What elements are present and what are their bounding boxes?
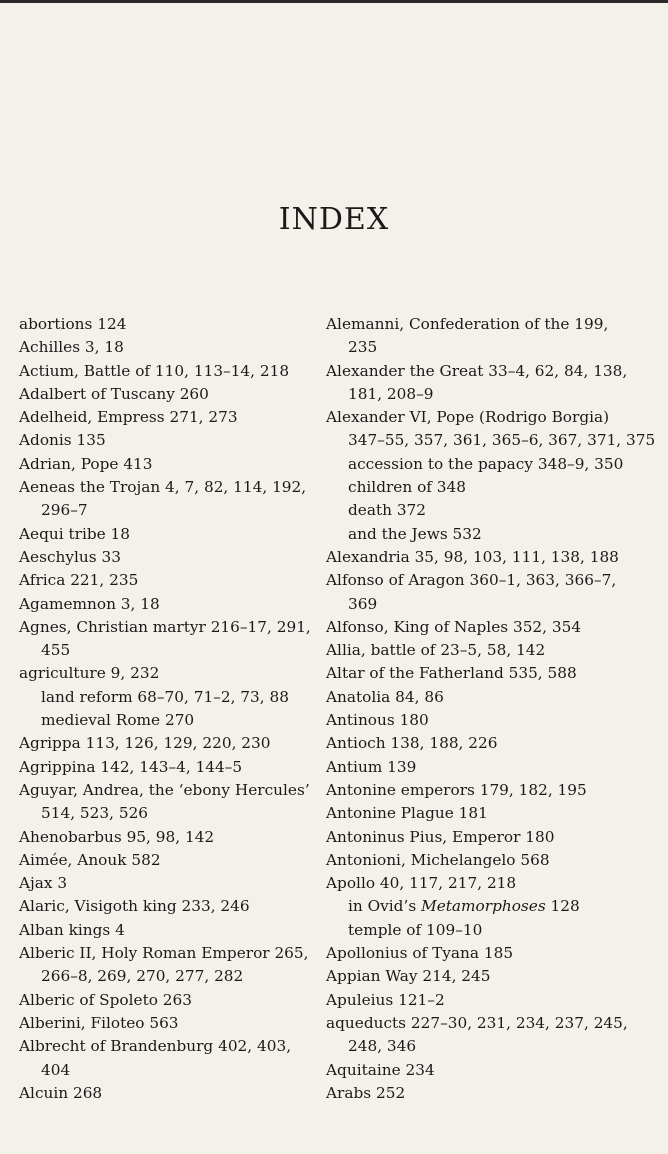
index-entry-text: Agrippa 113, 126, 129, 220, 230 bbox=[19, 734, 271, 753]
index-entry-continuation: 296–7 bbox=[41, 501, 88, 520]
index-entry bbox=[19, 593, 319, 616]
index-entry-continuation: 514, 523, 526 bbox=[41, 804, 149, 823]
index-entry bbox=[19, 849, 319, 872]
index-entry bbox=[326, 1012, 626, 1059]
index-subentry bbox=[326, 453, 626, 476]
index-entry-text: Alcuin 268 bbox=[19, 1083, 103, 1102]
index-entry-text: Apollo 40, 117, 217, 218 bbox=[326, 874, 517, 893]
index-entry bbox=[326, 802, 626, 825]
index-entry-text: Allia, battle of 23–5, 58, 142 bbox=[326, 641, 546, 660]
index-entry-text: accession to the papacy 348–9, 350 bbox=[348, 454, 624, 473]
index-column-right bbox=[326, 313, 656, 1105]
index-entry bbox=[19, 569, 319, 592]
index-subentry bbox=[326, 476, 626, 499]
index-entry bbox=[326, 965, 626, 988]
index-entry bbox=[326, 826, 626, 849]
index-entry bbox=[19, 826, 319, 849]
index-entry bbox=[19, 429, 319, 452]
index-entry-text: Alberic of Spoleto 263 bbox=[19, 990, 192, 1009]
index-entry-text: Antium 139 bbox=[326, 757, 417, 776]
index-entry bbox=[326, 756, 626, 779]
index-entry-text: Appian Way 214, 245 bbox=[326, 967, 491, 986]
index-entry-continuation: 235 bbox=[348, 338, 378, 357]
index-entry-continuation: 347–55, 357, 361, 365–6, 367, 371, 375 bbox=[348, 431, 656, 450]
index-entry-text: aqueducts 227–30, 231, 234, 237, 245, bbox=[326, 1013, 628, 1032]
index-entry-text: in Ovid’s Metamorphoses 128 bbox=[348, 897, 580, 916]
index-entry bbox=[19, 989, 319, 1012]
index-subentry bbox=[326, 499, 626, 522]
index-entry-text: Alemanni, Confederation of the 199, bbox=[326, 315, 609, 333]
index-entry bbox=[19, 336, 319, 359]
index-entry-continuation: 181, 208–9 bbox=[348, 384, 434, 403]
index-entry bbox=[19, 406, 319, 429]
index-entry-text: land reform 68–70, 71–2, 73, 88 bbox=[41, 687, 289, 706]
index-entry bbox=[19, 360, 319, 383]
index-entry bbox=[19, 942, 319, 989]
index-entry-text: Apuleius 121–2 bbox=[326, 990, 445, 1009]
index-entry-text: Arabs 252 bbox=[326, 1083, 406, 1102]
index-entry-text: Aimée, Anouk 582 bbox=[19, 850, 161, 869]
index-subentry bbox=[19, 686, 319, 709]
index-entry bbox=[326, 546, 626, 569]
index-subentry bbox=[326, 919, 626, 942]
index-entry-continuation: 455 bbox=[41, 641, 71, 660]
index-entry bbox=[326, 709, 626, 732]
index-entry bbox=[19, 523, 319, 546]
index-entry-text: Aquitaine 234 bbox=[326, 1060, 435, 1079]
index-entry bbox=[326, 686, 626, 709]
index-entry bbox=[19, 546, 319, 569]
index-subentry bbox=[326, 523, 626, 546]
index-entry bbox=[326, 662, 626, 685]
index-entry-text: agriculture 9, 232 bbox=[19, 664, 160, 683]
index-entry bbox=[19, 616, 319, 663]
index-entry bbox=[326, 872, 626, 895]
index-entry bbox=[326, 569, 626, 616]
index-entry bbox=[326, 360, 626, 407]
index-entry-text: Antonioni, Michelangelo 568 bbox=[326, 850, 550, 869]
index-entry bbox=[326, 849, 626, 872]
index-entry-text: Aequi tribe 18 bbox=[19, 524, 131, 543]
index-entry bbox=[19, 732, 319, 755]
index-entry bbox=[326, 1082, 626, 1105]
index-entry-text: Agnes, Christian martyr 216–17, 291, bbox=[19, 617, 311, 636]
index-entry-continuation: 248, 346 bbox=[348, 1037, 417, 1056]
index-entry-text: Africa 221, 235 bbox=[19, 571, 139, 590]
index-entry bbox=[326, 732, 626, 755]
index-entry bbox=[19, 756, 319, 779]
index-entry-text: Antonine Plague 181 bbox=[326, 804, 488, 823]
index-entry bbox=[19, 895, 319, 918]
index-entry bbox=[19, 779, 319, 826]
index-entry-text: Ajax 3 bbox=[19, 874, 68, 893]
index-entry-text: death 372 bbox=[348, 501, 427, 520]
index-entry-text: Adrian, Pope 413 bbox=[19, 454, 153, 473]
index-entry bbox=[19, 1082, 319, 1105]
index-entry-text: Antoninus Pius, Emperor 180 bbox=[326, 827, 555, 846]
index-entry-text: Adonis 135 bbox=[19, 431, 106, 450]
index-entry bbox=[326, 1059, 626, 1082]
page-title: INDEX bbox=[278, 202, 390, 238]
index-entry bbox=[19, 313, 319, 336]
index-column-left bbox=[19, 313, 319, 1105]
index-entry bbox=[19, 453, 319, 476]
index-entry bbox=[19, 872, 319, 895]
index-entry bbox=[19, 383, 319, 406]
index-entry-text: Ahenobarbus 95, 98, 142 bbox=[19, 827, 215, 846]
index-entry-text: Alberic II, Holy Roman Emperor 265, bbox=[19, 944, 309, 963]
top-edge-rule bbox=[0, 0, 668, 3]
index-entry bbox=[19, 1035, 319, 1082]
index-entry bbox=[19, 662, 319, 685]
index-subentry bbox=[19, 709, 319, 732]
index-subentry bbox=[326, 895, 626, 918]
index-entry-text: temple of 109–10 bbox=[348, 920, 483, 939]
index-entry-text: Aeschylus 33 bbox=[19, 547, 121, 566]
index-entry-text: medieval Rome 270 bbox=[41, 711, 195, 730]
index-entry-text: Alexander the Great 33–4, 62, 84, 138, bbox=[326, 361, 628, 380]
index-entry-continuation: 266–8, 269, 270, 277, 282 bbox=[41, 967, 244, 986]
index-entry-text: Albrecht of Brandenburg 402, 403, bbox=[19, 1037, 292, 1056]
index-entry bbox=[326, 313, 626, 360]
index-entry-text: Alexander VI, Pope (Rodrigo Borgia) bbox=[326, 408, 610, 427]
index-entry-text: Altar of the Fatherland 535, 588 bbox=[326, 664, 577, 683]
index-entry bbox=[326, 406, 656, 453]
index-entry-text: Adalbert of Tuscany 260 bbox=[19, 384, 209, 403]
index-entry-text: Apollonius of Tyana 185 bbox=[326, 944, 514, 963]
index-entry bbox=[19, 919, 319, 942]
index-entry-text: Antioch 138, 188, 226 bbox=[326, 734, 498, 753]
index-entry-text: Alfonso, King of Naples 352, 354 bbox=[326, 617, 582, 636]
index-entry-text: Achilles 3, 18 bbox=[19, 338, 124, 357]
index-entry-text: Aguyar, Andrea, the ‘ebony Hercules’ bbox=[19, 780, 310, 799]
index-entry bbox=[326, 639, 626, 662]
index-entry-text: and the Jews 532 bbox=[348, 524, 482, 543]
index-entry-text: abortions 124 bbox=[19, 315, 127, 333]
index-entry-text: Anatolia 84, 86 bbox=[326, 687, 444, 706]
index-entry-text: Antinous 180 bbox=[326, 711, 429, 730]
index-entry-text: Alfonso of Aragon 360–1, 363, 366–7, bbox=[326, 571, 617, 590]
index-entry-text: Alexandria 35, 98, 103, 111, 138, 188 bbox=[326, 547, 619, 566]
index-entry-text: Alberini, Filoteo 563 bbox=[19, 1013, 179, 1032]
index-entry-text: Alban kings 4 bbox=[19, 920, 125, 939]
index-entry bbox=[326, 942, 626, 965]
index-entry bbox=[19, 476, 319, 523]
index-entry-text: Adelheid, Empress 271, 273 bbox=[19, 408, 238, 427]
index-entry-text: Agamemnon 3, 18 bbox=[19, 594, 160, 613]
index-entry-text: Aeneas the Trojan 4, 7, 82, 114, 192, bbox=[19, 478, 307, 497]
index-entry bbox=[326, 616, 626, 639]
index-entry bbox=[326, 989, 626, 1012]
index-entry-text: Agrippina 142, 143–4, 144–5 bbox=[19, 757, 243, 776]
index-entry-text: Alaric, Visigoth king 233, 246 bbox=[19, 897, 250, 916]
index-entry-text: Actium, Battle of 110, 113–14, 218 bbox=[19, 361, 290, 380]
index-entry bbox=[19, 1012, 319, 1035]
index-entry-text: children of 348 bbox=[348, 478, 467, 497]
index-entry-continuation: 369 bbox=[348, 594, 378, 613]
index-entry bbox=[326, 779, 626, 802]
index-entry-continuation: 404 bbox=[41, 1060, 71, 1079]
index-entry-text: Antonine emperors 179, 182, 195 bbox=[326, 780, 587, 799]
